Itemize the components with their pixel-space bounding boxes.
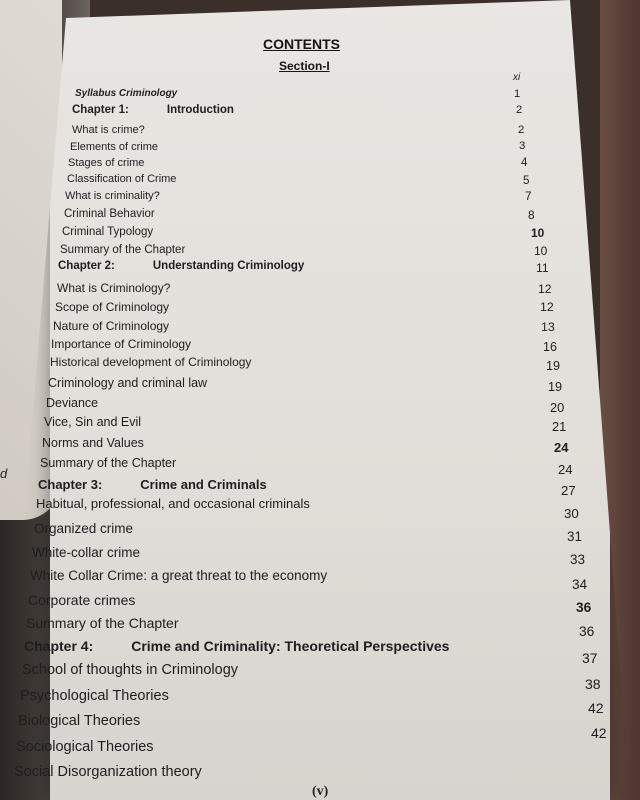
- toc-entry: School of thoughts in Criminology: [22, 662, 239, 678]
- toc-page-number: 33: [570, 552, 586, 567]
- toc-page-number: 10: [531, 226, 545, 240]
- toc-page-number: 36: [579, 624, 595, 639]
- toc-page-number: 8: [528, 208, 535, 222]
- toc-page-number: 42: [591, 725, 607, 741]
- section-heading: Section-I: [279, 59, 330, 73]
- page-footer: (v): [312, 784, 329, 799]
- chapter-title: Crime and Criminality: Theoretical Perspectives: [131, 638, 450, 654]
- toc-page-number: 38: [585, 676, 601, 692]
- toc-page-number: 20: [550, 400, 565, 415]
- chapter-number: Chapter 4:: [24, 638, 94, 654]
- toc-page-number: 12: [540, 300, 554, 314]
- toc-entry: Criminal Behavior: [64, 208, 155, 220]
- toc-chapter-heading: [72, 104, 234, 116]
- toc-page-number: 34: [572, 577, 588, 592]
- toc-entry: What is Criminology?: [57, 281, 171, 295]
- toc-chapter-heading: [38, 477, 267, 492]
- toc-page-number: 30: [564, 506, 579, 521]
- toc-page-number: 27: [561, 483, 576, 498]
- toc-entry: Organized crime: [34, 521, 134, 536]
- toc-page-number: 19: [548, 380, 563, 394]
- toc-entry: Vice, Sin and Evil: [44, 415, 142, 429]
- toc-entry: Classification of Crime: [67, 173, 177, 185]
- toc-entry: Criminology and criminal law: [48, 376, 208, 390]
- chapter-number: Chapter 1:: [72, 104, 129, 116]
- chapter-number: Chapter 3:: [38, 477, 103, 492]
- toc-page-number: 2: [518, 124, 525, 136]
- toc-page-number: 1: [514, 88, 521, 100]
- toc-entry: What is crime?: [72, 124, 145, 136]
- toc-page-number: 42: [588, 700, 604, 716]
- toc-entry: Summary of the Chapter: [26, 615, 179, 631]
- toc-page-number: 13: [541, 320, 555, 334]
- toc-entry: White-collar crime: [32, 545, 141, 560]
- toc-page-number: 36: [576, 600, 592, 615]
- chapter-title: Crime and Criminals: [140, 477, 267, 492]
- toc-chapter-heading: [24, 638, 449, 654]
- toc-entry: Historical development of Criminology: [50, 355, 252, 369]
- toc-page-number: 24: [558, 462, 573, 477]
- toc-page-number: 37: [582, 650, 598, 666]
- toc-page-number: 4: [521, 157, 528, 169]
- chapter-title: Understanding Criminology: [152, 260, 305, 272]
- toc-entry: Nature of Criminology: [53, 319, 170, 333]
- toc-entry: Biological Theories: [18, 713, 141, 729]
- toc-entry: Sociological Theories: [16, 739, 154, 755]
- toc-entry: Social Disorganization theory: [14, 764, 202, 780]
- contents-heading: CONTENTS: [263, 36, 340, 52]
- toc-entry: Deviance: [46, 396, 99, 410]
- toc-entry: Corporate crimes: [28, 592, 136, 608]
- toc-entry: What is criminality?: [65, 190, 160, 202]
- toc-page-number: 11: [536, 261, 549, 275]
- toc-page-number: 19: [546, 359, 561, 373]
- toc-entry: Importance of Criminology: [51, 337, 192, 351]
- toc-page-number: 12: [538, 282, 552, 296]
- margin-mark: d: [0, 466, 8, 481]
- toc-entry: Norms and Values: [42, 436, 144, 450]
- chapter-number: Chapter 2:: [58, 260, 115, 272]
- toc-entry: Criminal Typology: [62, 226, 154, 238]
- toc-page-number: xi: [513, 72, 521, 83]
- toc-page-number: 21: [552, 419, 567, 434]
- toc-entry: Habitual, professional, and occasional criminals: [36, 496, 310, 511]
- toc-page-number: 24: [554, 440, 569, 455]
- toc-entry: Psychological Theories: [20, 688, 169, 704]
- toc-entry: Scope of Criminology: [55, 300, 170, 314]
- toc-entry: White Collar Crime: a great threat to the economy: [30, 568, 328, 583]
- toc-entry: Stages of crime: [68, 157, 145, 169]
- toc-chapter-heading: [58, 260, 304, 272]
- toc-page-number: 3: [519, 140, 526, 152]
- toc-page-number: 31: [567, 529, 582, 544]
- chapter-title: Introduction: [166, 104, 234, 116]
- toc-entry: Summary of the Chapter: [40, 456, 177, 470]
- toc-page-number: 16: [543, 340, 557, 354]
- toc-syllabus-entry: Syllabus Criminology: [75, 88, 178, 99]
- toc-page-number: 7: [525, 190, 532, 203]
- toc-page-number: 2: [516, 104, 523, 116]
- toc-page-number: 5: [523, 174, 530, 187]
- toc-entry: Summary of the Chapter: [60, 244, 186, 256]
- toc-entry: Elements of crime: [70, 141, 159, 153]
- toc-page-number: 10: [534, 244, 548, 258]
